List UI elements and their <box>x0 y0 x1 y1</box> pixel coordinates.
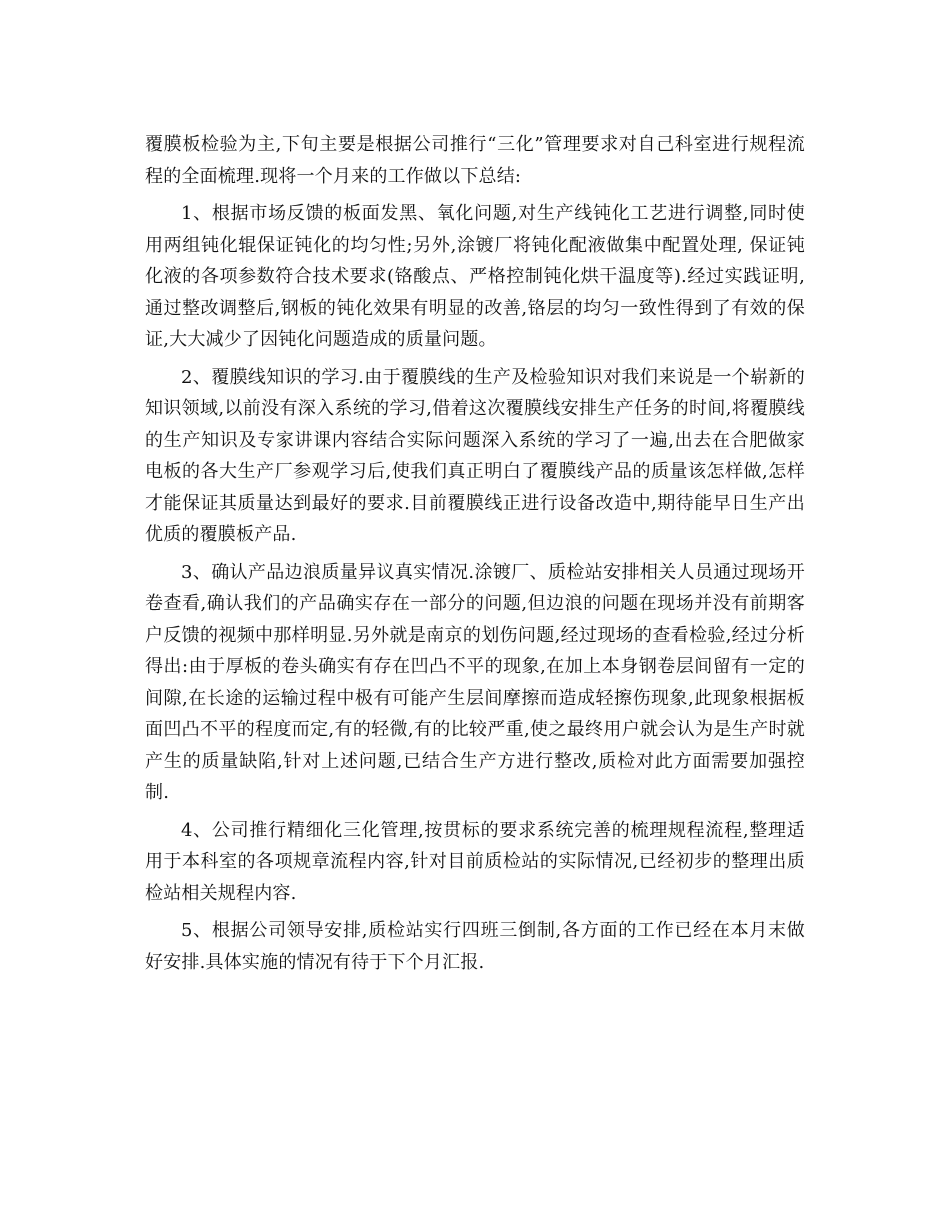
paragraph-item-5: 5、根据公司领导安排,质检站实行四班三倒制,各方面的工作已经在本月末做好安排.具体实施的情况有待于下个月汇报. <box>145 920 805 973</box>
paragraph-intro: 覆膜板检验为主,下旬主要是根据公司推行“三化”管理要求对自己科室进行规程流程的全面梳理.现将一个月来的工作做以下总结: <box>145 134 805 187</box>
paragraph-item-2: 2、覆膜线知识的学习.由于覆膜线的生产及检验知识对我们来说是一个崭新的知识领域,以前没有深入系统的学习,借着这次覆膜线安排生产任务的时间,将覆膜线的生产知识及专家讲课内容结合实际问题深入系统的学习了一遍,出去在合肥做家电板的各大生产厂参观学习后,使我们真正明白了覆膜线产品的质量该怎样做,怎样才能保证其质量达到最好的要求.目前覆膜线正进行设备改造中,期待能早日生产出优质的覆膜板产品. <box>145 366 805 545</box>
paragraph-item-4: 4、公司推行精细化三化管理,按贯标的要求系统完善的梳理规程流程,整理适用于本科室的各项规章流程内容,针对目前质检站的实际情况,已经初步的整理出质检站相关规程内容. <box>145 819 805 904</box>
document-body <box>145 129 805 978</box>
paragraph-item-1: 1、根据市场反馈的板面发黑、氧化问题,对生产线钝化工艺进行调整,同时使用两组钝化辊保证钝化的均匀性;另外,涂镀厂将钝化配液做集中配置处理, 保证钝化液的各项参数符合技术要求(铬酸点、严格控制钝化烘干温度等).经过实践证明,通过整改调整后,钢板的钝化效果有明显的改善,铬层的均匀一致性得到了有效的保证,大大减少了因钝化问题造成的质量问题。 <box>145 203 805 350</box>
paragraph-item-3: 3、确认产品边浪质量异议真实情况.涂镀厂、质检站安排相关人员通过现场开卷查看,确认我们的产品确实存在一部分的问题,但边浪的问题在现场并没有前期客户反馈的视频中那样明显.另外就是南京的划伤问题,经过现场的查看检验,经过分析得出:由于厚板的卷头确实有存在凹凸不平的现象,在加上本身钢卷层间留有一定的间隙,在长途的运输过程中极有可能产生层间摩擦而造成轻擦伤现象,此现象根据板面凹凸不平的程度而定,有的轻微,有的比较严重,使之最终用户就会认为是生产时就产生的质量缺陷,针对上述问题,已结合生产方进行整改,质检对此方面需要加强控制. <box>145 561 805 803</box>
